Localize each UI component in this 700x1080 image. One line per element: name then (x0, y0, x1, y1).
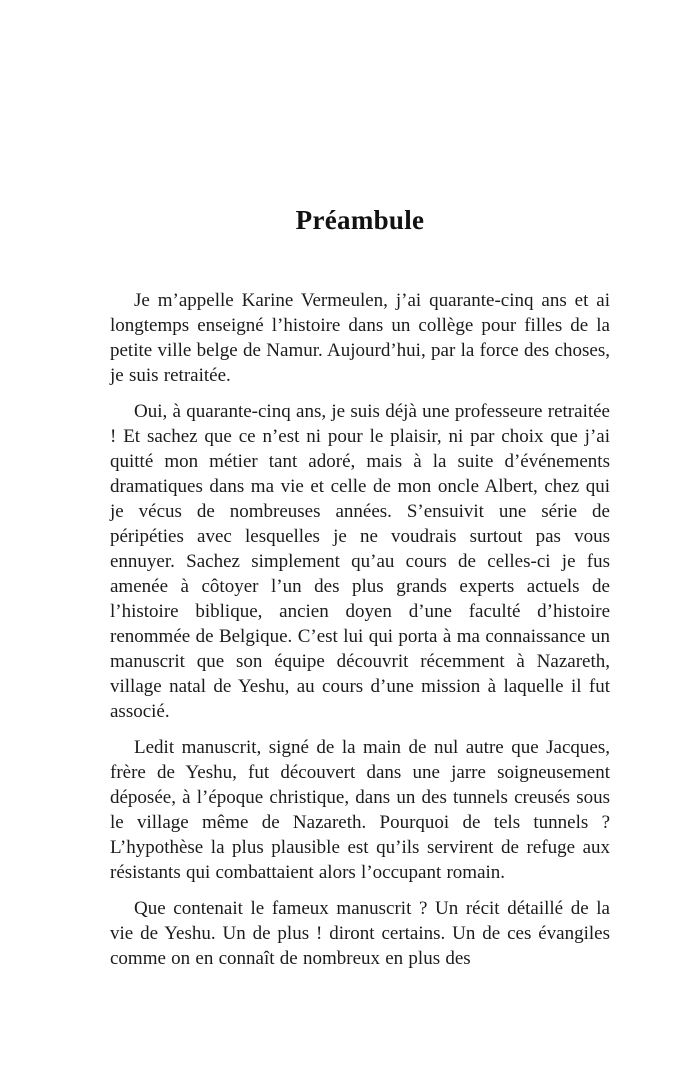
paragraph-1: Je m’appelle Karine Vermeulen, j’ai quarante-cinq ans et ai longtemps enseigné l’histoire dans un collège pour filles de la petite ville belge de Namur. Aujourd’hui, par la force des choses, je suis retraitée. (110, 290, 610, 386)
paragraph-4: Que contenait le fameux manuscrit ? Un récit détaillé de la vie de Yeshu. Un de plus ! diront certains. Un de ces évangiles comme on en connaît de nombreux en plus des (110, 898, 610, 969)
chapter-title: Préambule (295, 205, 425, 235)
text-block (110, 204, 610, 971)
paragraph-2: Oui, à quarante-cinq ans, je suis déjà une professeure retraitée ! Et sachez que ce n’est ni pour le plaisir, ni par choix que j’ai quitté mon métier tant adoré, mais à la suite d’événements dramatiques dans ma vie et celle de mon oncle Albert, chez qui je vécus de nombreuses années. S’ensuivit une série de péripéties avec lesquelles je ne voudrais surtout pas vous ennuyer. Sachez simplement qu’au cours de celles-ci je fus amenée à côtoyer l’un des plus grands experts actuels de l’histoire biblique, ancien doyen d’une faculté d’histoire renommée de Belgique. C’est lui qui porta à ma connaissance un manuscrit que son équipe découvrit récemment à Nazareth, village natal de Yeshu, au cours d’une mission à laquelle il fut associé. (110, 401, 610, 722)
paragraph-3: Ledit manuscrit, signé de la main de nul autre que Jacques, frère de Yeshu, fut découvert dans une jarre soigneusement déposée, à l’époque christique, dans un des tunnels creusés sous le village même de Nazareth. Pourquoi de tels tunnels ? L’hypothèse la plus plausible est qu’ils servirent de refuge aux résistants qui combattaient alors l’occupant romain. (110, 737, 610, 883)
